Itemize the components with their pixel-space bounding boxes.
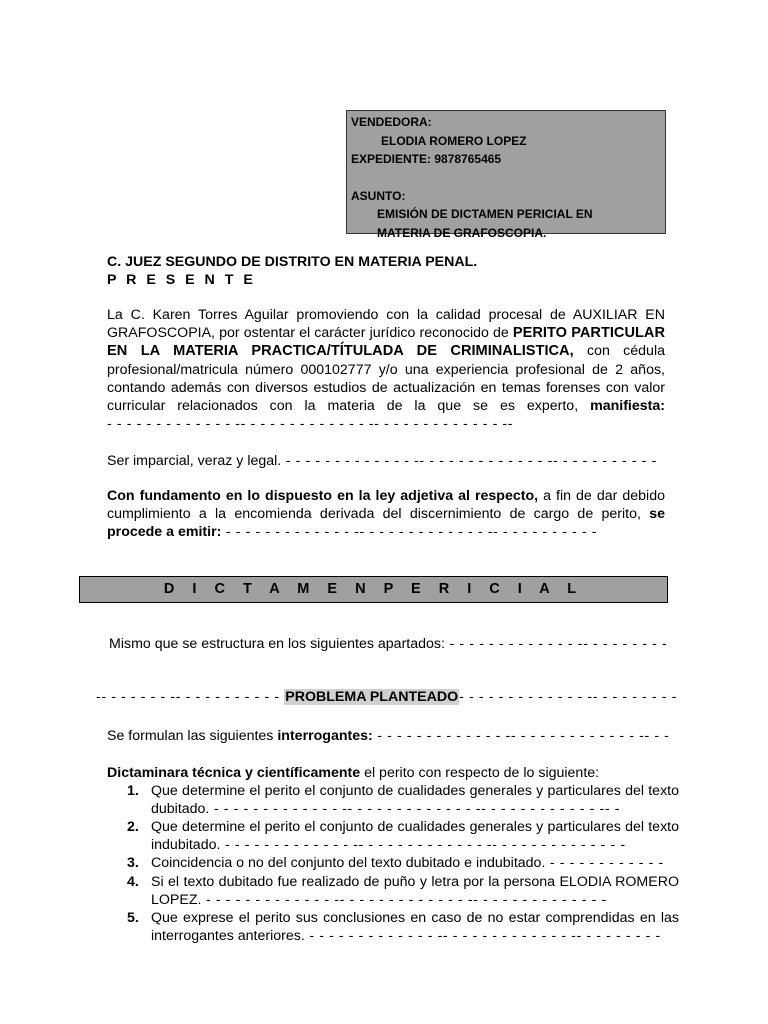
list-item-number: 4. (127, 873, 139, 890)
problema-dashes-left: -- - - - - - - -- - - - - - - - - - - (96, 689, 285, 705)
list-item (107, 873, 679, 909)
case-header-box (346, 110, 666, 240)
intro-dashes: - - - - - - - - - - - - - -- - - - - - - - - - - - - -- - - - - - - - - - - - - -- (107, 416, 514, 433)
interrogantes-bold: interrogantes: (277, 728, 373, 744)
fundamento-paragraph (107, 487, 665, 542)
list-item-dashes: - - - - - - - - - - - - - -- - - - - - - - - - - - - -- - - - - - - - - (304, 927, 661, 944)
interrogantes-dashes: - - - - - - - - - - - - - -- - - - - - - - - - - - - -- - - (372, 728, 670, 744)
list-item-text: Si el texto dubitado fue realizado de puño y letra por la persona ELODIA ROMERO LOPEZ. (151, 873, 679, 908)
fundamento-dashes: - - - - - - - - - - - - - -- - - - - - - - - - - - - -- - - - - - - - - - - (221, 524, 598, 541)
fundamento-text: a fin de dar debido cumplimiento a la encomienda derivada del discernimiento de cargo de perito, (107, 488, 665, 523)
dictaminara-lead (107, 764, 679, 782)
fundamento-bold: Con fundamento en lo dispuesto en la ley adjetiva al respecto, (107, 488, 539, 504)
list-item (107, 782, 679, 818)
list-item (107, 909, 679, 945)
dictamen-title-box (79, 576, 668, 603)
header-gap (351, 169, 661, 187)
dictaminara-bold: Dictaminara técnica y científicamente (107, 765, 361, 781)
list-item-number: 3. (127, 855, 139, 872)
imparcial-text: Ser imparcial, veraz y legal. (107, 453, 282, 469)
list-item-text: Que exprese el perito sus conclusiones en caso de no estar comprendidas en las interrogantes anteriores. (151, 909, 679, 944)
dictamen-title: D I C T A M E N P E R I C I A L (163, 581, 584, 597)
list-item-dashes: - - - - - - - - - - - - - -- - - - - - - - - - - - - -- - - - - - - - - - - - - - (201, 891, 607, 908)
imparcial-paragraph (107, 452, 665, 470)
vendedora-name: ELODIA ROMERO LOPEZ (381, 133, 527, 148)
list-item-number: 5. (127, 909, 139, 926)
list-item-dashes: - - - - - - - - - - - - (545, 855, 664, 872)
problema-heading: PROBLEMA PLANTEADO (285, 689, 459, 705)
vendedora-label: VENDEDORA: (351, 115, 432, 129)
list-item-dashes: - - - - - - - - - - - - - -- - - - - - - - - - - - - -- - - - - - - - - - - - - - (220, 837, 626, 854)
asunto-label: ASUNTO: (351, 188, 406, 203)
expediente-line: EXPEDIENTE: 9878765465 (351, 152, 502, 166)
estructura-dashes: - - - - - - - - - - - - - -- - - - - - - - - (444, 636, 668, 652)
list-item-number: 2. (127, 819, 139, 836)
intro-text-b: con cédula profesional/matricula número 000102777 y/o una experiencia profesional de 2 años, contando además con diversos estudios de actualización en temas forenses con valor curricular relacionados con la materia de la que se es experto, (107, 343, 665, 415)
procede-bold: se procede a emitir: (107, 506, 665, 541)
intro-paragraph (107, 306, 665, 433)
list-item-number: 1. (127, 783, 139, 800)
interrogantes-list (107, 782, 679, 945)
list-item (107, 818, 679, 854)
list-item-text: Coincidencia o no del conjunto del texto dubitado e indubitado. (151, 855, 546, 872)
addressee-judge: C. JUEZ SEGUNDO DE DISTRITO EN MATERIA PENAL. (107, 254, 478, 270)
list-item (107, 854, 679, 872)
problema-line (96, 688, 677, 706)
addressee (107, 253, 477, 289)
imparcial-dashes: - - - - - - - - - - - - - -- - - - - - - - - - - - - -- - - - - - - - - - - (281, 453, 657, 469)
intro-bold-manifiesta: manifiesta: (590, 398, 665, 415)
interrogantes-line (107, 727, 670, 745)
list-item-text: Que determine el perito el conjunto de cualidades generales y particulares del texto dubitado. (151, 783, 679, 818)
dictaminara-section (107, 764, 679, 945)
problema-dashes-right: - - - - - - - - - - - - - -- - - - - - - - - (459, 689, 677, 705)
addressee-presente: P R E S E N T E (107, 272, 256, 288)
estructura-text: Mismo que se estructura en los siguientes apartados: (109, 636, 445, 652)
list-item-text: Que determine el perito el conjunto de cualidades generales y particulares del texto indubitado. (151, 819, 679, 854)
asunto-line-1: EMISIÓN DE DICTAMEN PERICIAL EN (377, 207, 593, 221)
interrogantes-text: Se formulan las siguientes (107, 728, 278, 744)
list-item-dashes: - - - - - - - - - - - - - -- - - - - - - - - - - - - -- - - - - - - - - - - - -- - (209, 801, 621, 818)
estructura-line (109, 635, 667, 653)
intro-bold-perito: PERITO PARTICULAR EN LA MATERIA PRACTICA/TÍTULADA DE CRIMINALISTICA, (107, 325, 665, 360)
intro-text-a: La C. Karen Torres Aguilar promoviendo con la calidad procesal de AUXILIAR EN GRAFOSCOPIA, por ostentar el carácter jurídico reconocido de (107, 307, 665, 342)
dictaminara-text: el perito con respecto de lo siguiente: (360, 765, 600, 781)
asunto-line-2: MATERIA DE GRAFOSCOPIA. (377, 225, 547, 240)
